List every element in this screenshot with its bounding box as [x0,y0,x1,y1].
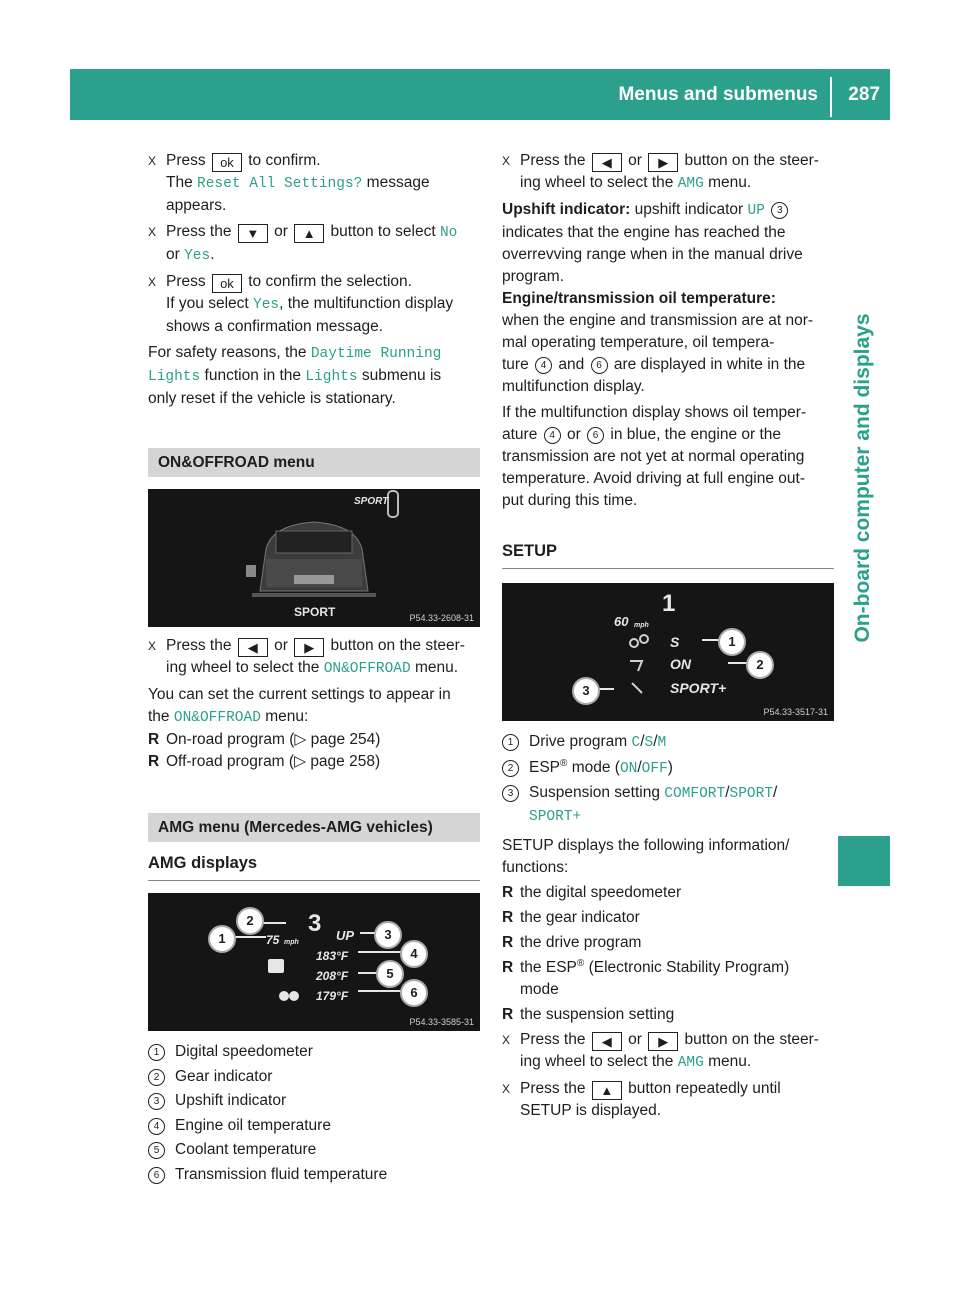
sport-bottom-label: SPORT [294,605,336,619]
instruction-step: X Press the ◀ or ▶ button on the steer- ing wheel to select the ON&OFFROAD menu. [148,637,465,677]
step-arrow-icon: X [148,275,157,289]
callout-3: 3 [572,677,600,705]
code-onoffroad: ON&OFFROAD [173,710,261,726]
page-arrow-icon: ▷ [294,731,307,748]
list-item: R the ESP® (Electronic Stability Program) mode [502,957,790,998]
callout-5: 5 [376,960,404,988]
instruction-step: X Press the ▲ button repeatedly until SETUP is displayed. [502,1079,781,1119]
suspension-mode: SPORT+ [670,680,727,696]
left-key: ◀ [592,153,622,172]
code-lights: Lights [148,369,201,385]
code-onoffroad: ON&OFFROAD [323,661,411,677]
right-key: ▶ [294,638,324,657]
list-item: R the gear indicator [502,908,640,926]
chapter-marker [838,836,890,886]
list-item: 4 Engine oil temperature [148,1115,480,1137]
step-arrow-icon: X [502,154,511,168]
list-item: R the digital speedometer [502,883,682,901]
code-yes: Yes [184,248,211,264]
right-key: ▶ [648,153,678,172]
list-item: 6 Transmission fluid temperature [148,1164,480,1186]
left-key: ◀ [238,638,268,657]
figure-code: P54.33-3517-31 [763,707,828,717]
subheading-amg-displays: AMG displays [148,852,480,881]
callout-6: 6 [400,979,428,1007]
list-item: R On-road program (▷ page 254) [148,731,381,748]
code-yes: Yes [253,297,280,313]
engine-heading: Engine/transmission oil temperature: [502,290,776,307]
code-up: UP [747,203,765,219]
amg-figure [148,893,480,1031]
right-column: X Press the ◀ or ▶ button on the steer- ing wheel to select the AMG menu. Upshift indicator: upshift indicator UP 3 indicates that the engine has reached the overrevving range when in the manual drive program. Engine/transmission oil temperature: when the engine and transmission are at nor- mal operating temperature, oil tempera- ture 4 and 6 are displayed in white in the multifunction display. If the multifunction display shows oil temper- ature 4 or 6 in blue, the engine or the transmission are not yet at normal operating temperature. Avoid driving at full engine out- put during this time. SETUP 1 60 mph S ON SPORT+ 1 2 3 P54.33-3517-31 1 Drive program C/S/M 2 ESP® mode (ON/OFF) 3 Suspension setting COMFORT/SPORT/ SPORT+ SETUP displays the following information/ functions: R the digital speedometer R the gear indicator R the drive program R the ESP® (Electronic Stability Program) mode R the suspension setting X Press the ◀ or ▶ button on the steer- ing wheel to select the AMG menu. X Press the ▲ button repeatedly until SETUP is displayed. [502,150,834,1122]
speed-unit: mph [284,939,299,946]
instruction-step: X Press ok to confirm. The Reset All Settings? message appears. [148,152,430,214]
figure-code: P54.33-2608-31 [409,613,474,623]
chapter-tab [838,126,888,830]
speed-value: 75 [266,933,280,947]
section-heading-onoffroad: ON&OFFROAD menu [148,448,480,477]
left-key: ◀ [592,1032,622,1051]
sport-top-label: SPORT [354,496,389,507]
callout-4: 4 [400,940,428,968]
list-item: 5 Coolant temperature [148,1139,480,1161]
callout-2: 2 [746,651,774,679]
callout-3: 3 [374,921,402,949]
callout-1: 1 [718,628,746,656]
esp-mode: ON [670,656,691,672]
list-item: 1 Drive program C/S/M [502,731,834,754]
step-arrow-icon: X [502,1081,511,1096]
callout-2: 2 [236,907,264,935]
onoffroad-figure [148,489,480,627]
section-heading-amg: AMG menu (Mercedes-AMG vehicles) [148,813,480,842]
setup-figure [502,583,834,721]
left-column: X Press ok to confirm. The Reset All Settings? message appears. X Press the ▼ or ▲ button to select No or Yes. X Press ok to confirm the selection. If you select Yes, the multifunction display shows a confirmation message. For safety reasons, the Daytime Running Lights function in the Lights submenu is only reset if the vehicle is stationary. ON&OFFROAD menu SPORT SPORT P54.33-2608-31 X Press the ◀ or ▶ button on the steer- ing wheel to select the ON&OFFROAD menu. You can set the current settings to appear in the ON&OFFROAD menu: R On-road program (▷ page 254) R Off-road program (▷ page 258) AMG menu (Mercedes-AMG vehicles) AMG displays 3 75 mph UP 183°F 208°F 179°F 1 2 3 4 5 6 P54.33-3585-31 1 Digital speedometer 2 Gear indicator 3 Upshift indicator 4 Engine oil temperature 5 Coolant temperature 6 Transmission fluid temperature [148,150,480,1189]
step-arrow-icon: X [148,639,157,653]
step-arrow-icon: X [148,225,157,239]
list-item: R the drive program [502,933,642,951]
instruction-step: X Press the ◀ or ▶ button on the steer- ing wheel to select the AMG menu. [502,152,819,192]
instruction-step: X Press the ◀ or ▶ button on the steer- ing wheel to select the AMG menu. [502,1030,819,1071]
up-key: ▲ [294,224,324,243]
header-title: Menus and submenus [618,84,818,105]
ok-key: ok [212,274,242,293]
page-header [70,69,890,120]
instruction-step: X Press the ▼ or ▲ button to select No or Yes. [148,223,458,264]
drive-mode: S [670,634,680,650]
code-daytime: Daytime Running [310,346,442,362]
step-arrow-icon: X [148,154,157,168]
down-key: ▼ [238,224,268,243]
gear-number: 3 [308,910,322,937]
up-key: ▲ [592,1081,622,1100]
code-amg: AMG [677,176,704,192]
speed-unit: mph [634,622,649,629]
list-item: R Off-road program (▷ page 258) [148,753,381,770]
list-item: 2 ESP® mode (ON/OFF) [502,757,834,780]
upshift-label: UP [336,928,355,943]
subheading-setup: SETUP [502,540,834,569]
code-amg: AMG [677,1054,704,1071]
list-item: 2 Gear indicator [148,1066,480,1088]
ok-key: ok [212,153,242,172]
list-item: 3 Suspension setting COMFORT/SPORT/ SPORT+ [502,782,834,828]
list-item: R the suspension setting [502,1005,675,1023]
list-item: 1 Digital speedometer [148,1041,480,1063]
gear-number: 1 [662,590,676,617]
code-no: No [439,225,458,241]
step-arrow-icon: X [502,1032,511,1047]
instruction-step: X Press ok to confirm the selection. If you select Yes, the multifunction display shows a confirmation message. [148,273,454,335]
oil-temp: 183°F [316,949,349,963]
page-arrow-icon: ▷ [294,753,306,770]
chapter-title: On-board computer and displays [851,313,874,643]
coolant-temp: 208°F [316,969,349,983]
page-number: 287 [848,84,880,105]
list-item: 3 Upshift indicator [148,1090,480,1112]
callout-1: 1 [208,925,236,953]
code-lights: Lights [305,369,358,385]
header-separator [830,77,832,117]
code-reset-all: Reset All Settings? [197,176,363,192]
speed-value: 60 [614,614,629,629]
right-key: ▶ [648,1032,678,1051]
figure-code: P54.33-3585-31 [409,1017,474,1027]
transmission-temp: 179°F [316,989,349,1003]
